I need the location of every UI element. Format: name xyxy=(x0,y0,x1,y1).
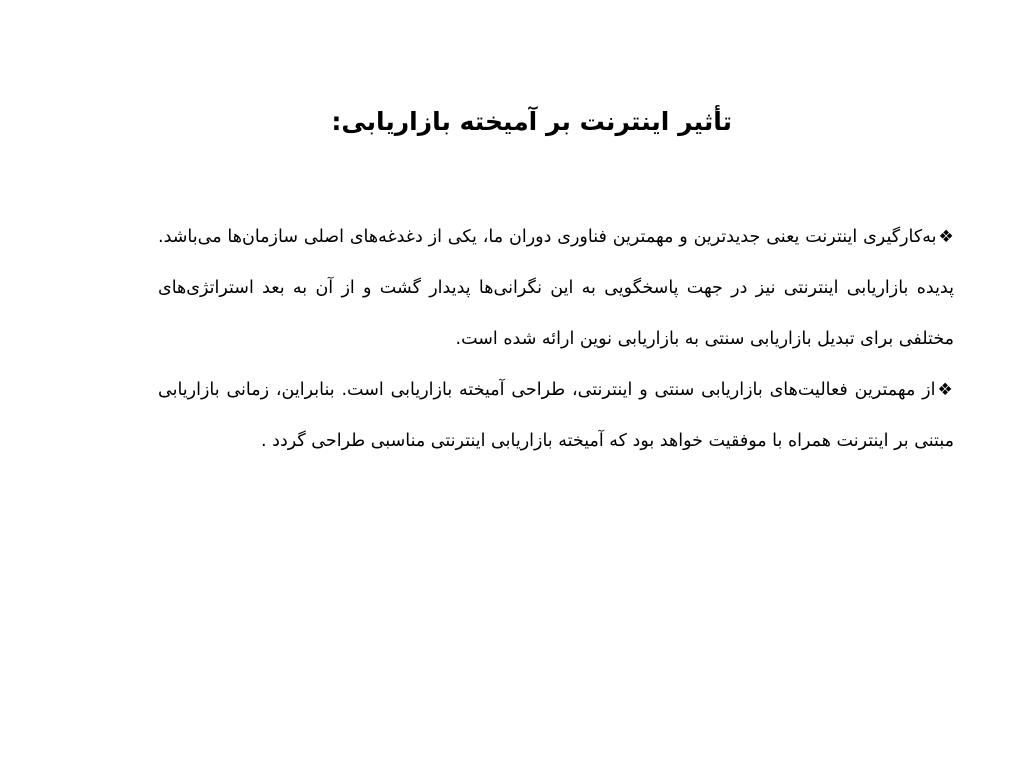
slide-body xyxy=(158,212,954,467)
slide-title: تأثیر اینترنت بر آمیخته بازاریابی: xyxy=(331,107,732,136)
diamond-bullet-icon: ❖ xyxy=(937,380,954,400)
diamond-bullet-icon: ❖ xyxy=(938,227,954,247)
paragraph-2-text: از مهمترین فعالیت‌های بازاریابی سنتی و اینترنتی، طراحی آمیخته بازاریابی است. بنابراین، زمانی بازاریابی مبتنی بر اینترنت همراه با موفقیت خواهد بود که آمیخته بازاریابی اینترنتی مناسبی طراحی گردد . xyxy=(158,380,954,451)
paragraph-2 xyxy=(158,365,954,467)
paragraph-1 xyxy=(158,212,954,365)
paragraph-1-text: به‌کارگیری اینترنت یعنی جدیدترین و مهمترین فناوری دوران ما، یکی از دغدغه‌های اصلی سازمان‌ها می‌باشد. پدیده بازاریابی اینترنتی نیز در جهت پاسخگویی به این نگرانی‌ها پدیدار گشت و از آن به بعد استراتژی‌های مختلفی برای تبدیل بازاریابی سنتی به بازاریابی نوین ارائه شده است. xyxy=(158,227,954,349)
